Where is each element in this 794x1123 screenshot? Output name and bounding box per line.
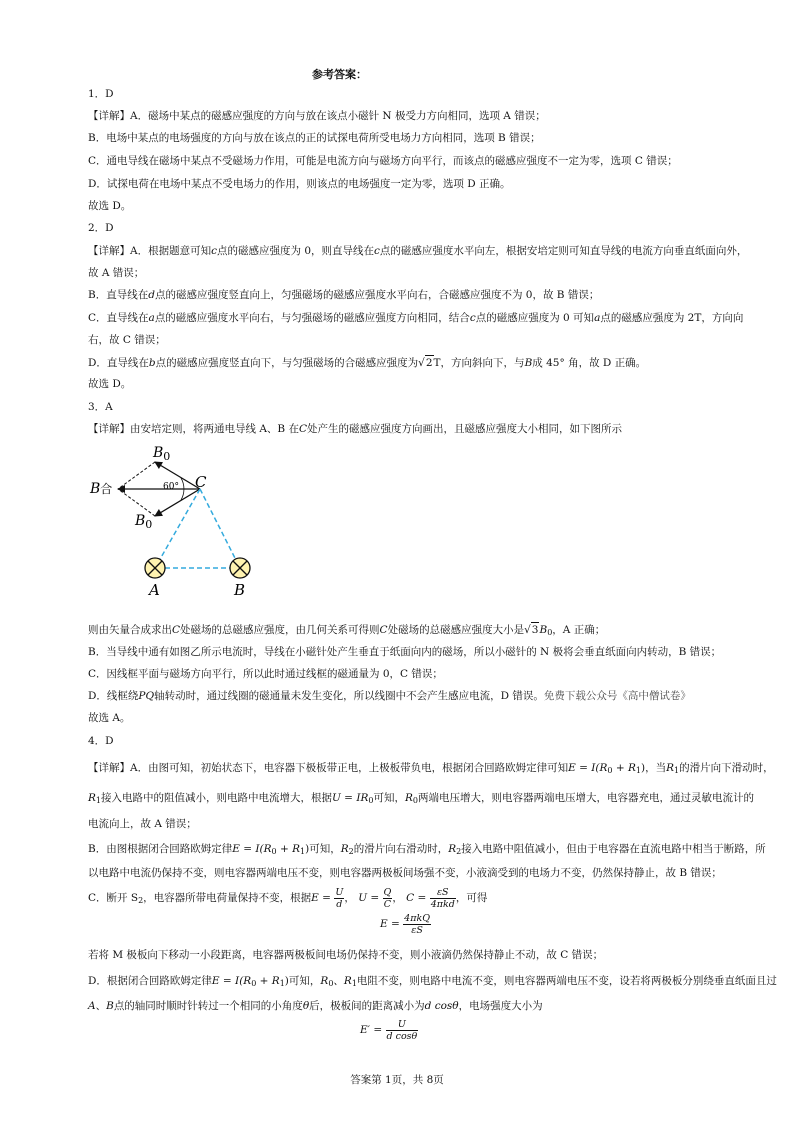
triangle-side-bc [200,489,240,568]
q1-line-4: D．试探电荷在电场中某点不受电场力的作用，则该点的电场强度一定为零，选项 D 正确。 [88,178,511,190]
q4-formula-e: E = $\frac{\text{4πkQ}}{\varepsilon S}$ [380,912,430,936]
q4-line-10: A、B点的轴同时顺时针转过一个相同的小角度θ后，极板间的距离减小为d cosθ，电场强度大小为 [88,1000,543,1012]
q3-line-3: B．当导线中通有如图乙所示电流时，导线在小磁针处产生垂直于纸面向内的磁场，所以小磁针的 N 极将会垂直纸面向内转动，B 错误； [88,646,722,658]
triangle-side-ac [155,489,200,568]
wire-b-icon [230,558,250,578]
q1-line-2: B．电场中某点的电场强度的方向与放在该点的正的试探电荷所受电场力方向相同，选项 B 错误； [88,132,541,144]
q3-line-6: 故选 A。 [88,712,131,724]
q3-line-1: 【详解】由安培定则，将两通电导线 A、B 在C处产生的磁感应强度方向画出，且磁感应强度大小相同，如下图所示 [88,423,623,435]
label-b: B [234,581,246,599]
page-footer: 答案第 1页，共 8页 [350,1074,444,1086]
wire-a-icon [145,558,165,578]
label-b-he: B合 [90,481,113,497]
b0-bottom-vector [155,489,200,516]
label-b0-bottom: $B_0$ [135,513,153,531]
q4-line-5: 以电路中电流仍保持不变，则电容器两端电压不变，则电容器两极板间场强不变，小液滴受到的电场力不变，仍然保持静止，故 B 错误； [88,867,722,879]
label-a: A [149,581,160,599]
q4-number: 4．D [88,735,114,747]
q4-line-9: D．根据闭合回路欧姆定律$E = I(R_0 + R_1)$可知，$R_0$、$R_1$电阻不变，则电路中电流不变，则电容器两端电压不变，设若将两极板分别绕垂直纸面且过 [88,975,777,988]
q4-line-1: 【详解】A．由图可知，初始状态下，电容器下极板带正电，上极板带负电，根据闭合回路欧姆定律可知$E = I(R_0 + R_1)$，当$R_1$的滑片向下滑动时， [88,762,774,775]
q3-line-4: C．因线框平面与磁场方向平行，所以此时通过线框的磁通量为 0，C 错误； [88,668,443,680]
q4-line-6: C．断开 $S_2$，电容器所带电荷量保持不变，根据E = $\frac{U}{d}$ ， U = $\frac{Q}{C}$ ， C = $\frac{\varepsilon S}{\text{4πkd}}$ ，可得 [88,886,488,910]
q4-formula-e-prime: E′ = $\frac{U}{\text{d cosθ}}$ [360,1018,418,1042]
page-title: 参考答案： [312,68,367,81]
label-c: C [195,473,207,491]
q3-figure [86,440,276,610]
q1-line-5: 故选 D。 [88,200,132,212]
q1-line-1: 【详解】A．磁场中某点的磁感应强度的方向与放在该点小磁针 N 极受力方向相同，选项 A 错误； [88,110,546,122]
q4-line-3: 电流向上，故 A 错误； [88,818,197,830]
q2-line-1: 【详解】A．根据题意可知c点的磁感应强度为 0，则直导线在c点的磁感应强度水平向左，根据安培定则可知直导线的电流方向垂直纸面向外， [88,245,748,257]
promo-note: 免费下载公众号《高中僧试卷》 [543,690,691,702]
q4-line-8: 若将 M 极板向下移动一小段距离，电容器两极板间电场仍保持不变，则小液滴仍然保持静止不动，故 C 错误； [88,949,604,961]
q2-line-2: 故 A 错误； [88,267,145,279]
q4-line-2: $R_1$接入电路中的阻值减小，则电路中电流增大，根据$U = IR_0$可知，$R_0$两端电压增大，则电容器两端电压增大，电容器充电，通过灵敏电流计的 [88,792,754,805]
q2-line-3: B．直导线在d点的磁感应强度竖直向上，匀强磁场的磁感应强度水平向右，合磁感应强度不为 0，故 B 错误； [88,289,600,301]
label-angle: 60° [163,482,179,492]
q1-line-3: C．通电导线在磁场中某点不受磁场力作用，可能是电流方向与磁场方向平行，而该点的磁感应强度不一定为零，选项 C 错误； [88,155,678,167]
q2-line-6: D．直导线在b点的磁感应强度竖直向下，与匀强磁场的合磁感应强度为√2T，方向斜向下，与B成 45° 角，故 D 正确。 [88,357,647,369]
q2-number: 2．D [88,222,114,234]
q3-number: 3．A [88,401,113,413]
q2-line-4: C．直导线在a点的磁感应强度水平向右，与匀强磁场的磁感应强度方向相同，结合c点的磁感应强度为 0 可知a点的磁感应强度为 2T，方向向 [88,312,744,324]
q4-line-4: B．由图根据闭合回路欧姆定律$E = I(R_0 + R_1)$可知，$R_2$的滑片向右滑动时，$R_2$接入电路中阻值减小，但由于电容器在直流电路中相当于断路，所 [88,843,766,856]
q2-line-5: 右，故 C 错误； [88,334,166,346]
label-b0-top: $B_0$ [153,445,171,463]
q2-line-7: 故选 D。 [88,378,132,390]
q3-line-2: 则由矢量合成求出C处磁场的总磁感应强度，由几何关系可得则C处磁场的总磁感应强度大小是$√3B_0$，A 正确； [88,624,606,637]
q1-number: 1．D [88,88,114,100]
q3-line-5: D．线框绕PQ轴转动时，通过线圈的磁通量未发生变化，所以线圈中不会产生感应电流，D 错误。免费下载公众号《高中僧试卷》 [88,690,691,702]
